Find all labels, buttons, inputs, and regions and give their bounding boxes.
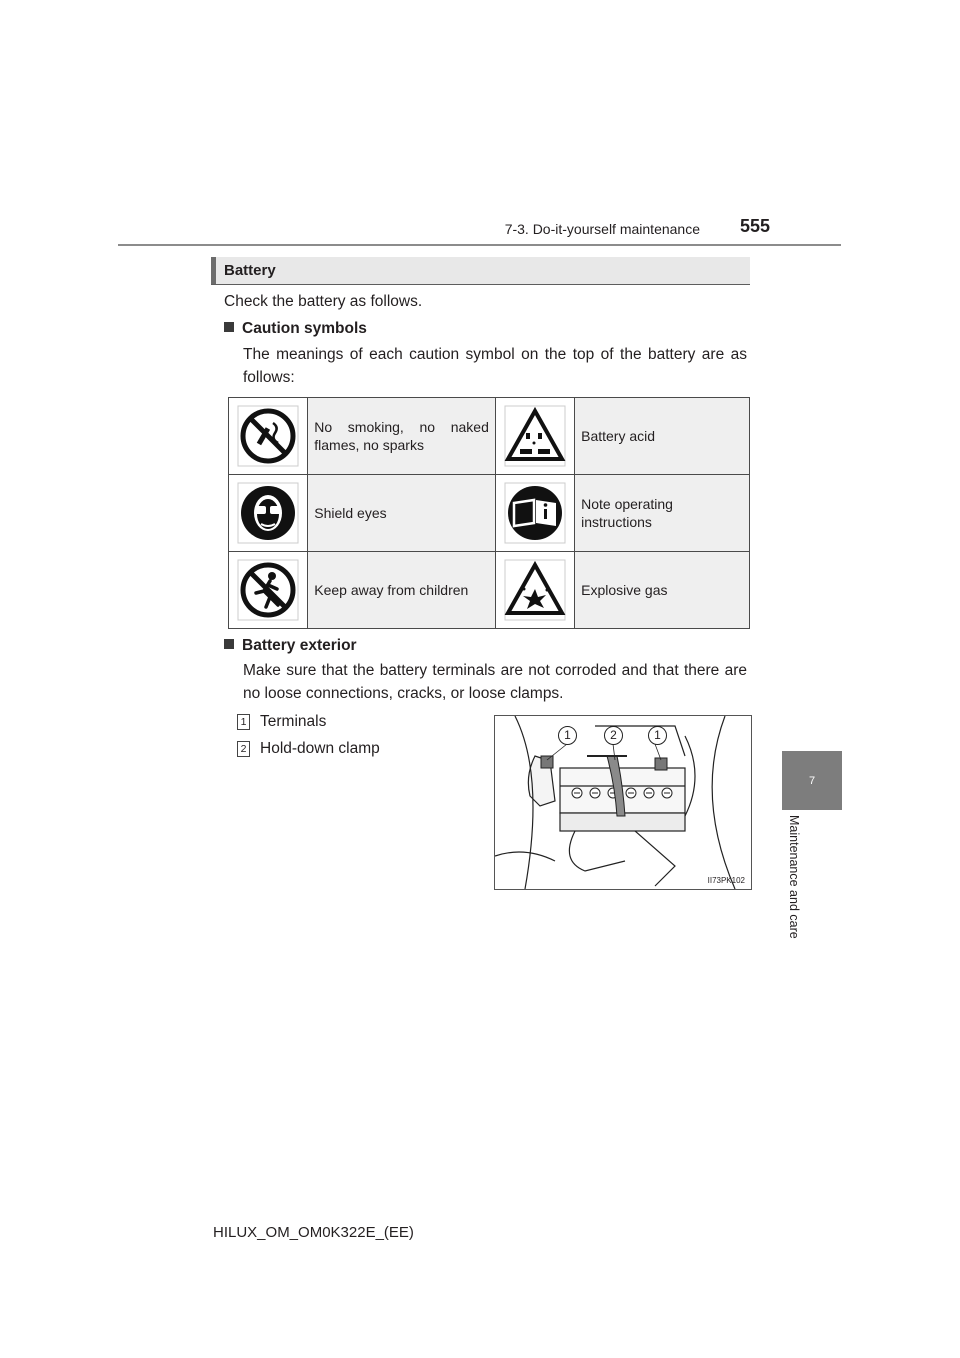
chapter-title-vertical — [782, 815, 806, 963]
running-header-section: 7-3. Do-it-yourself maintenance — [504, 221, 700, 237]
battery-illustration — [494, 715, 752, 890]
header-rule — [118, 244, 841, 246]
symbol-cell — [495, 475, 574, 552]
symbol-label: Keep away from children — [308, 552, 496, 629]
symbol-label: Shield eyes — [308, 475, 496, 552]
square-bullet-icon — [224, 322, 234, 332]
shield-eyes-icon — [237, 482, 299, 544]
figure-callout-1: 1 — [558, 726, 577, 745]
exterior-heading: Battery exterior — [224, 634, 357, 657]
table-row — [229, 552, 750, 629]
keep-away-children-icon — [237, 559, 299, 621]
document-id: HILUX_OM_OM0K322E_(EE) — [213, 1224, 414, 1241]
chapter-number: 7 — [808, 774, 816, 787]
exterior-text: Make sure that the battery terminals are not corroded and that there are no loose connections, cracks, or loose clamps. — [243, 662, 747, 702]
section-intro: Check the battery as follows. — [224, 293, 423, 310]
battery-engine-bay-drawing — [495, 716, 751, 889]
table-row — [229, 475, 750, 552]
legend-label: Hold-down clamp — [260, 740, 380, 757]
page-number: 555 — [740, 216, 771, 236]
chapter-title: Maintenance and care — [787, 815, 801, 939]
legend-item — [237, 710, 326, 733]
symbol-cell — [229, 398, 308, 475]
symbol-cell — [495, 552, 574, 629]
caution-text: The meanings of each caution symbol on the top of the battery are as follows: — [243, 346, 747, 386]
no-smoking-icon — [237, 405, 299, 467]
figure-callout-1b: 1 — [648, 726, 667, 745]
section-title: Battery — [224, 262, 276, 279]
battery-acid-icon — [504, 405, 566, 467]
section-heading-bar — [211, 257, 216, 284]
section-heading — [211, 257, 750, 285]
legend-label: Terminals — [260, 713, 327, 730]
symbol-cell — [229, 552, 308, 629]
figure-code: II73PK102 — [707, 876, 745, 885]
operating-instructions-icon — [504, 482, 566, 544]
symbol-label: Note operating instructions — [575, 475, 750, 552]
legend-item — [237, 737, 380, 760]
callout-number: 2 — [237, 741, 250, 757]
chapter-tab — [782, 751, 842, 810]
table-row — [229, 398, 750, 475]
caution-heading: Caution symbols — [224, 317, 367, 340]
symbol-cell — [229, 475, 308, 552]
explosive-gas-icon — [504, 559, 566, 621]
figure-callout-2: 2 — [604, 726, 623, 745]
symbol-label: Explosive gas — [575, 552, 750, 629]
caution-symbols-table — [228, 397, 750, 629]
symbol-cell — [495, 398, 574, 475]
square-bullet-icon — [224, 639, 234, 649]
symbol-label: Battery acid — [575, 398, 750, 475]
symbol-label: No smoking, no naked flames, no sparks — [308, 398, 496, 475]
callout-number: 1 — [237, 714, 250, 730]
